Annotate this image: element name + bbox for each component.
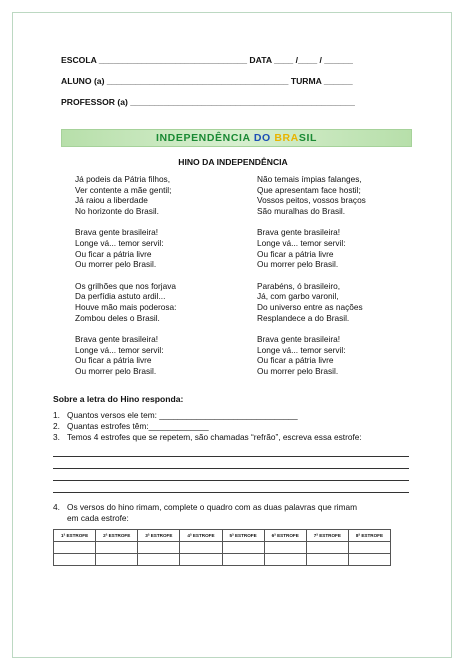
table-cell[interactable] [138,542,180,554]
table-cell[interactable] [96,542,138,554]
verse-line: Ver contente a mãe gentil; [75,184,172,195]
verse-line: Ou morrer pelo Brasil. [75,365,157,376]
table-row [54,554,391,566]
answer-line[interactable] [53,468,409,469]
verse-line: Brava gente brasileira! [257,227,341,238]
verse-line: Da perfídia astuto ardil... [75,291,166,302]
verse-line: Ou ficar a pátria livre [75,355,152,366]
question-4 [53,502,357,512]
table-cell[interactable] [348,554,390,566]
verse-line: Ou morrer pelo Brasil. [257,259,339,270]
stanza [75,281,176,323]
table-cell[interactable] [180,542,222,554]
verse-line: Brava gente brasileira! [75,227,159,238]
table-header-cell: 2ª ESTROFE [96,530,138,542]
table-header-cell: 6ª ESTROFE [264,530,306,542]
table-cell[interactable] [222,554,264,566]
table-header-cell: 7ª ESTROFE [306,530,348,542]
rhyme-table [53,529,391,566]
worksheet-page [12,12,452,658]
table-cell[interactable] [264,554,306,566]
question-number: 1. [53,410,60,420]
question-4-continuation [53,513,129,523]
verse-line: Vossos peitos, vossos braços [257,195,366,206]
stanza [257,281,366,323]
table-cell[interactable] [180,554,222,566]
teacher-line: PROFESSOR (a) _______________________________________________ [61,97,355,107]
table-row [54,542,391,554]
verse-line: Do universo entre as nações [257,301,363,312]
answer-line[interactable] [53,456,409,457]
verse-line: Já raiou a liberdade [75,195,148,206]
question-number: 2. [53,421,60,431]
table-cell[interactable] [306,554,348,566]
verse-line: Zombou deles o Brasil. [75,312,160,323]
verse-line: Resplandece a do Brasil. [257,312,350,323]
verse-line: Longe vá... temor servil: [257,344,346,355]
banner-word-bra: BRA [274,132,299,144]
question-number: 3. [53,432,60,442]
banner-word-sil: SIL [298,132,318,144]
school-date-line: ESCOLA _______________________________ DATA ____ /____ / ______ [61,55,353,65]
verse-line: No horizonte do Brasil. [75,205,159,216]
table-header-cell: 4ª ESTROFE [180,530,222,542]
hymn-column-right [257,174,366,388]
table-cell[interactable] [306,542,348,554]
stanza [257,174,366,216]
stanza [75,334,176,376]
banner-word-independencia: INDEPENDÊNCIA [155,132,254,144]
hymn-title: HINO DA INDEPENDÊNCIA [178,157,288,167]
student-class-line: ALUNO (a) ______________________________________ TURMA ______ [61,76,353,86]
table-header-row [54,530,391,542]
verse-line: Brava gente brasileira! [257,334,341,345]
question-1 [53,410,298,420]
table-header-cell: 8ª ESTROFE [348,530,390,542]
verse-line: Longe vá... temor servil: [75,237,164,248]
question-text: em cada estrofe: [67,513,129,523]
verse-line: Ou morrer pelo Brasil. [257,365,339,376]
verse-line: Que apresentam face hostil; [257,184,361,195]
verse-line: Não temais ímpias falanges, [257,174,362,184]
verse-line: Brava gente brasileira! [75,334,159,345]
table-header-cell: 3ª ESTROFE [138,530,180,542]
stanza [257,227,366,269]
question-2 [53,421,209,431]
verse-line: Ou ficar a pátria livre [257,355,334,366]
answer-line[interactable] [53,480,409,481]
table-cell[interactable] [348,542,390,554]
banner-word-do: DO [253,132,275,144]
table-cell[interactable] [54,542,96,554]
verse-line: Já podeis da Pátria filhos, [75,174,171,184]
verse-line: Houve mão mais poderosa: [75,301,177,312]
questions-heading: Sobre a letra do Hino responda: [53,394,184,404]
verse-line: São muralhas do Brasil. [257,205,346,216]
verse-line: Longe vá... temor servil: [257,237,346,248]
verse-line: Longe vá... temor servil: [75,344,164,355]
table-cell[interactable] [222,542,264,554]
verse-line: Ou ficar a pátria livre [257,248,334,259]
table-cell[interactable] [138,554,180,566]
verse-line: Já, com garbo varonil, [257,291,339,302]
stanza [257,334,366,376]
table-cell[interactable] [54,554,96,566]
stanza [75,227,176,269]
question-number: 4. [53,502,60,512]
stanza [75,174,176,216]
title-banner [61,129,412,147]
question-3 [53,432,362,442]
question-text: Quantas estrofes têm:_____________ [67,421,209,431]
verse-line: Ou ficar a pátria livre [75,248,152,259]
hymn-column-left [75,174,176,388]
table-cell[interactable] [96,554,138,566]
table-header-cell: 1ª ESTROFE [54,530,96,542]
question-text: Temos 4 estrofes que se repetem, são chamadas “refrão”, escreva essa estrofe: [67,432,362,442]
table-header-cell: 5ª ESTROFE [222,530,264,542]
table-cell[interactable] [264,542,306,554]
verse-line: Os grilhões que nos forjava [75,280,177,291]
question-text: Quantos versos ele tem: ______________________________ [67,410,298,420]
question-text: Os versos do hino rimam, complete o quadro com as duas palavras que rimam [67,502,358,512]
answer-line[interactable] [53,492,409,493]
verse-line: Ou morrer pelo Brasil. [75,259,157,270]
verse-line: Parabéns, ó brasileiro, [257,280,341,291]
